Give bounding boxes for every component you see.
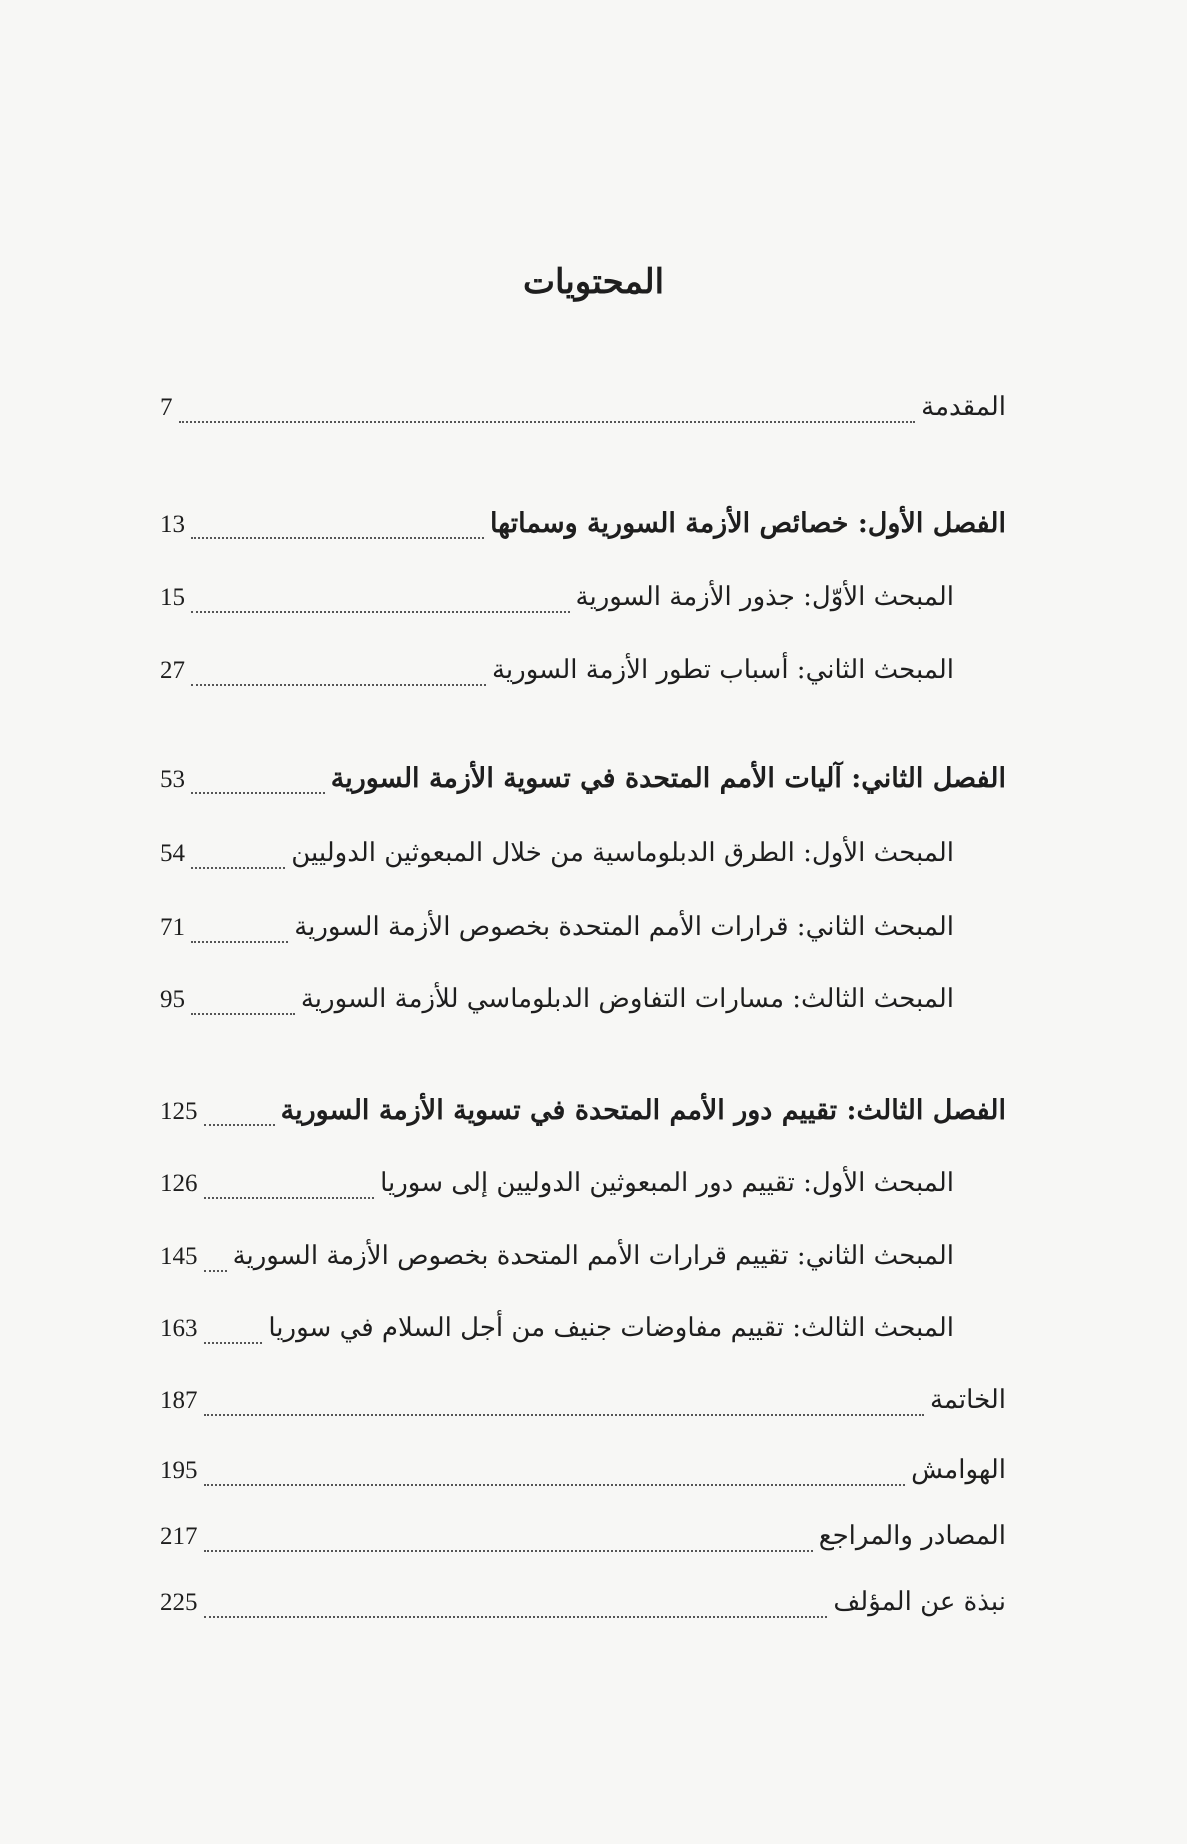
toc-entry-label: المبحث الثالث: تقييم مفاوضات جنيف من أجل السلام في سوريا — [268, 1313, 954, 1343]
toc-page-number: 145 — [160, 1243, 198, 1270]
toc-entry-section-3-2 — [160, 1241, 1006, 1281]
toc-entry-section-2-2 — [160, 912, 1006, 952]
toc-page-number: 15 — [160, 584, 185, 611]
toc-entry-chapter-1 — [160, 508, 1006, 548]
dot-leader — [204, 1270, 227, 1272]
toc-entry-section-2-1 — [160, 838, 1006, 878]
toc-entry-label: الفصل الثالث: تقييم دور الأمم المتحدة في تسوية الأزمة السورية — [280, 1095, 1006, 1126]
toc-entry-section-3-1 — [160, 1168, 1006, 1208]
toc-entry-label: المبحث الثالث: مسارات التفاوض الدبلوماسي للأزمة السورية — [300, 984, 954, 1014]
toc-entry-label: الفصل الأول: خصائص الأزمة السورية وسماتها — [489, 508, 1006, 539]
dot-leader — [191, 684, 486, 686]
toc-page-number: 225 — [160, 1589, 198, 1616]
toc-page-number: 27 — [160, 657, 185, 684]
toc-page-number: 195 — [160, 1457, 198, 1484]
dot-leader — [191, 1013, 295, 1015]
dot-leader — [204, 1124, 275, 1126]
toc-entry-label: المبحث الثاني: تقييم قرارات الأمم المتحدة بخصوص الأزمة السورية — [232, 1241, 954, 1271]
toc-entry-chapter-2 — [160, 763, 1006, 803]
dot-leader — [204, 1342, 263, 1344]
toc-page-number: 217 — [160, 1523, 198, 1550]
toc-page-number: 7 — [160, 394, 173, 421]
toc-entry-chapter-3 — [160, 1095, 1006, 1135]
dot-leader — [191, 537, 484, 539]
toc-entry-label: الفصل الثاني: آليات الأمم المتحدة في تسوية الأزمة السورية — [330, 763, 1006, 794]
dot-leader — [204, 1616, 828, 1618]
toc-page-number: 163 — [160, 1315, 198, 1342]
toc-entry-label: المصادر والمراجع — [818, 1521, 1006, 1551]
toc-page-number: 54 — [160, 840, 185, 867]
page-title: المحتويات — [522, 262, 665, 302]
toc-page-number: 95 — [160, 986, 185, 1013]
toc-entry-section-2-3 — [160, 984, 1006, 1024]
toc-entry-label: المبحث الأول: تقييم دور المبعوثين الدوليين إلى سوريا — [380, 1168, 954, 1198]
toc-entry-label: المبحث الأول: الطرق الدبلوماسية من خلال المبعوثين الدوليين — [291, 838, 954, 868]
toc-entry-section-3-3 — [160, 1313, 1006, 1353]
dot-leader — [191, 941, 288, 943]
toc-entry-about-author — [160, 1587, 1006, 1627]
dot-leader — [191, 611, 570, 613]
toc-entry-label: المبحث الثاني: أسباب تطور الأزمة السورية — [491, 655, 954, 685]
toc-page-number: 53 — [160, 766, 185, 793]
toc-page-number: 71 — [160, 914, 185, 941]
toc-entry-section-1-1 — [160, 582, 1006, 622]
toc-page-number: 187 — [160, 1387, 198, 1414]
toc-entry-label: المبحث الثاني: قرارات الأمم المتحدة بخصوص الأزمة السورية — [294, 912, 954, 942]
toc-page-number: 13 — [160, 511, 185, 538]
dot-leader — [204, 1414, 924, 1416]
toc-entry-label: الهوامش — [911, 1455, 1006, 1485]
toc-entry-section-1-2 — [160, 655, 1006, 695]
toc-page-number: 125 — [160, 1098, 198, 1125]
toc-entry-introduction — [160, 392, 1006, 432]
dot-leader — [179, 421, 916, 423]
dot-leader — [204, 1550, 813, 1552]
dot-leader — [204, 1484, 906, 1486]
toc-entry-references — [160, 1521, 1006, 1561]
toc-entry-label: المقدمة — [921, 392, 1006, 422]
dot-leader — [191, 792, 325, 794]
toc-entry-conclusion — [160, 1385, 1006, 1425]
toc-entry-label: المبحث الأوّل: جذور الأزمة السورية — [575, 582, 954, 612]
toc-entry-label: نبذة عن المؤلف — [833, 1587, 1006, 1617]
toc-page-number: 126 — [160, 1170, 198, 1197]
toc-entry-label: الخاتمة — [929, 1385, 1006, 1415]
dot-leader — [204, 1197, 375, 1199]
dot-leader — [191, 867, 285, 869]
toc-entry-footnotes — [160, 1455, 1006, 1495]
